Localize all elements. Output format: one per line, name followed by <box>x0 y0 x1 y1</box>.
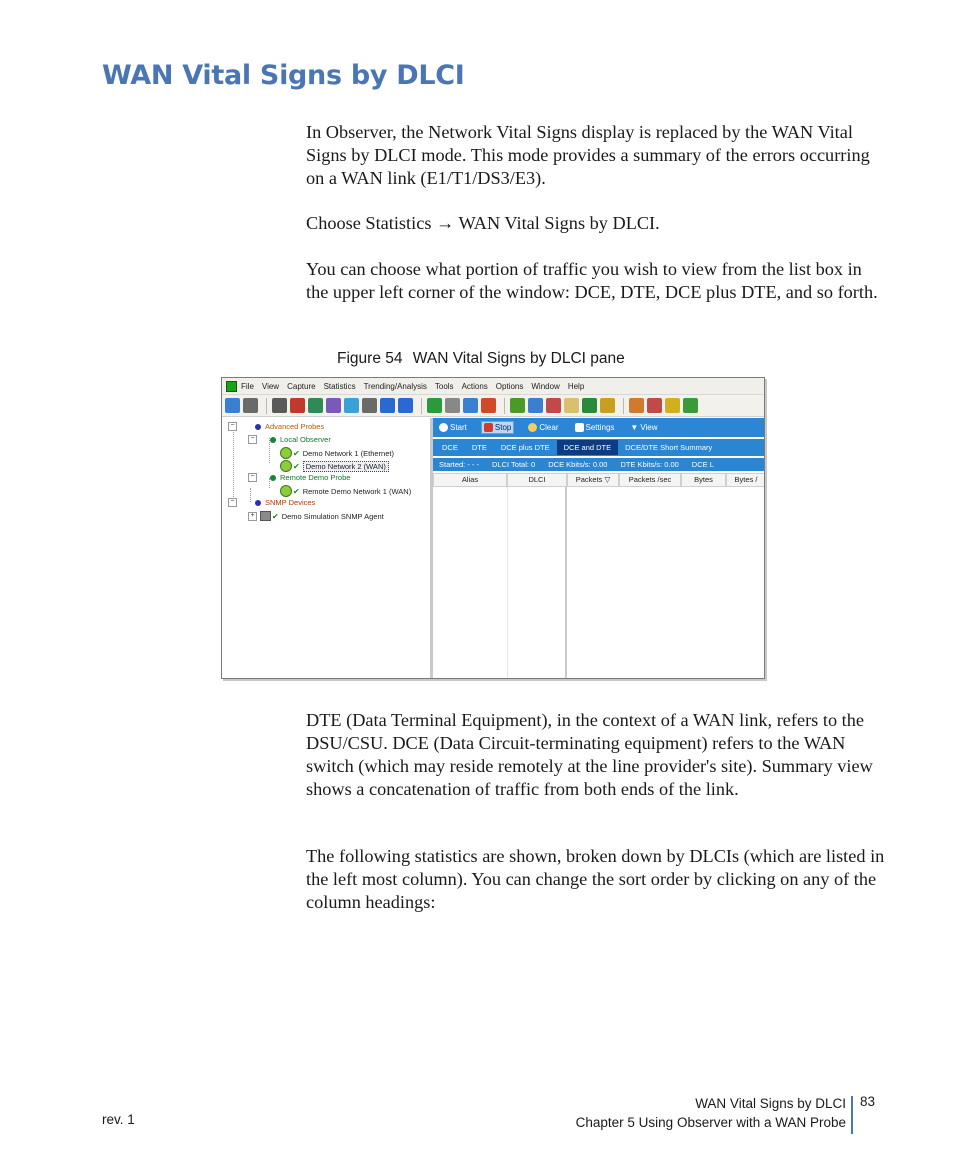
network-probe-icon <box>280 485 292 497</box>
dlci-list[interactable] <box>433 487 567 679</box>
snmp-device-icon <box>260 511 271 521</box>
menu-tools[interactable]: Tools <box>434 381 454 391</box>
toolbar-button-icon[interactable] <box>225 398 240 413</box>
listbox-paragraph: You can choose what portion of traffic you wish to view from the list box in the upper left corner of the window: DCE, DTE, DCE plus DTE, and so forth. <box>306 259 878 302</box>
traffic-tabs <box>433 439 765 456</box>
toolbar-button-icon[interactable] <box>665 398 680 413</box>
toolbar-separator <box>623 398 624 414</box>
toolbar-separator <box>421 398 422 414</box>
dce-kbits-status: DCE Kbits/s: 0.00 <box>548 460 608 469</box>
menu-view[interactable]: View <box>261 381 280 391</box>
dte-kbits-status: DTE Kbits/s: 0.00 <box>620 460 679 469</box>
menu-file[interactable]: File <box>241 381 254 391</box>
tree-node-demo-network-1[interactable] <box>280 447 394 459</box>
menu-trending-analysis[interactable]: Trending/Analysis <box>363 381 427 391</box>
start-label: Start <box>450 423 467 432</box>
command-bar <box>433 418 765 437</box>
tree-node-local-observer[interactable] <box>248 435 331 444</box>
toolbar-button-icon[interactable] <box>290 398 305 413</box>
probe-tree <box>222 418 433 679</box>
footer-running-head <box>576 1094 846 1132</box>
tree-node-remote-demo-probe[interactable] <box>248 473 350 482</box>
view-label: View <box>640 423 658 432</box>
tree-node-demo-network-2[interactable] <box>280 460 389 472</box>
menu-help[interactable]: Help <box>567 381 585 391</box>
toolbar-button-icon[interactable] <box>582 398 597 413</box>
settings-button[interactable] <box>573 422 617 433</box>
statistics-paragraph: The following statistics are shown, broken down by DLCIs (which are listed in the left most column). You can change the sort order by clicking on any of the column headings: <box>306 846 885 912</box>
toolbar-button-icon[interactable] <box>344 398 359 413</box>
toolbar-button-icon[interactable] <box>380 398 395 413</box>
toolbar-separator <box>504 398 505 414</box>
tree-label: Remote Demo Probe <box>280 473 351 482</box>
network-probe-icon <box>280 447 292 459</box>
stop-button[interactable] <box>481 421 514 434</box>
collapse-icon[interactable]: − <box>248 435 257 444</box>
stop-icon <box>484 423 493 432</box>
toolbar-button-icon[interactable] <box>510 398 525 413</box>
page-number: 83 <box>860 1094 876 1109</box>
tab-dce-plus-dte[interactable]: DCE plus DTE <box>500 443 550 452</box>
start-icon <box>439 423 448 432</box>
toolbar-button-icon[interactable] <box>600 398 615 413</box>
probe-group-icon <box>255 424 261 430</box>
view-button[interactable] <box>628 422 659 433</box>
tab-short-summary[interactable]: DCE/DTE Short Summary <box>625 443 713 452</box>
check-icon: ✔ <box>272 511 279 521</box>
footer-divider <box>851 1096 853 1134</box>
tree-label: SNMP Devices <box>265 498 316 507</box>
toolbar-button-icon[interactable] <box>427 398 442 413</box>
start-button[interactable] <box>437 422 469 433</box>
toolbar-button-icon[interactable] <box>272 398 287 413</box>
column-dlci[interactable]: DLCI <box>507 473 567 487</box>
toolbar-button-icon[interactable] <box>528 398 543 413</box>
column-divider <box>507 487 508 679</box>
toolbar-button-icon[interactable] <box>463 398 478 413</box>
dlci-total-status: DLCI Total: 0 <box>492 460 536 469</box>
dte-dce-paragraph: DTE (Data Terminal Equipment), in the context of a WAN link, refers to the DSU/CSU. DCE (Data Circuit-terminating equipment) refers to the WAN switch (which may reside remotely at the line provider's site). Summary view shows a concatenation of traffic from both ends of the link. <box>306 710 873 799</box>
tree-node-demo-snmp-agent[interactable] <box>248 511 384 521</box>
page-title: WAN Vital Signs by DLCI <box>102 60 465 91</box>
collapse-icon[interactable]: − <box>228 422 237 431</box>
toolbar-button-icon[interactable] <box>398 398 413 413</box>
collapse-icon[interactable]: − <box>228 498 237 507</box>
toolbar <box>222 395 764 417</box>
column-alias[interactable]: Alias <box>433 473 507 487</box>
dce-l-status: DCE L <box>691 460 714 469</box>
tab-dte[interactable]: DTE <box>471 443 487 452</box>
column-packets-sec[interactable]: Packets /sec <box>619 473 681 487</box>
probe-icon <box>270 475 276 481</box>
column-headers <box>433 473 765 487</box>
tree-label: Demo Network 1 (Ethernet) <box>302 448 394 458</box>
tree-label: Local Observer <box>280 435 331 444</box>
toolbar-button-icon[interactable] <box>683 398 698 413</box>
toolbar-button-icon[interactable] <box>481 398 496 413</box>
instruction-paragraph: Choose Statistics → WAN Vital Signs by DLCI. <box>306 213 660 233</box>
menu-options[interactable]: Options <box>495 381 524 391</box>
tree-label: Demo Network 2 (WAN) <box>303 461 389 472</box>
expand-icon[interactable]: + <box>248 512 257 521</box>
toolbar-button-icon[interactable] <box>362 398 377 413</box>
tree-node-remote-demo-network[interactable] <box>280 485 411 497</box>
settings-icon <box>575 423 584 432</box>
menu-bar <box>222 378 764 395</box>
toolbar-separator <box>266 398 267 414</box>
probe-icon <box>270 437 276 443</box>
menu-actions[interactable]: Actions <box>461 381 488 391</box>
toolbar-button-icon[interactable] <box>243 398 258 413</box>
toolbar-button-icon[interactable] <box>564 398 579 413</box>
toolbar-button-icon[interactable] <box>445 398 460 413</box>
figure-number: Figure 54 <box>337 350 403 367</box>
check-icon: ✔ <box>293 486 300 496</box>
view-dropdown-icon: ▼ <box>630 423 639 432</box>
network-probe-icon <box>280 460 292 472</box>
column-bytes[interactable]: Bytes <box>681 473 726 487</box>
menu-window[interactable]: Window <box>531 381 560 391</box>
column-packets[interactable]: Packets ▽ <box>567 473 619 487</box>
started-status: Started: - - - <box>439 460 480 469</box>
figure-caption <box>337 350 625 368</box>
toolbar-button-icon[interactable] <box>326 398 341 413</box>
clear-icon <box>528 423 537 432</box>
toolbar-button-icon[interactable] <box>308 398 323 413</box>
toolbar-button-icon[interactable] <box>647 398 662 413</box>
check-icon: ✔ <box>293 448 300 458</box>
wan-vital-signs-screenshot <box>221 377 765 679</box>
stop-label: Stop <box>494 423 512 432</box>
settings-label: Settings <box>585 423 615 432</box>
observer-app-icon <box>226 381 237 392</box>
tree-node-advanced-probes[interactable] <box>228 422 324 431</box>
tree-label: Remote Demo Network 1 (WAN) <box>302 486 412 496</box>
figure-caption-text: WAN Vital Signs by DLCI pane <box>412 350 625 367</box>
vital-signs-pane <box>433 418 765 679</box>
status-bar <box>433 458 765 471</box>
toolbar-button-icon[interactable] <box>629 398 644 413</box>
check-icon: ✔ <box>293 461 300 471</box>
snmp-group-icon <box>255 500 261 506</box>
column-bytes-sec[interactable]: Bytes / <box>726 473 765 487</box>
tree-node-snmp-devices[interactable] <box>228 498 315 507</box>
clear-button[interactable] <box>526 422 560 433</box>
footer-chapter: Chapter 5 Using Observer with a WAN Probe <box>575 1115 846 1130</box>
tab-dce[interactable]: DCE <box>442 443 458 452</box>
tab-dce-and-dte[interactable]: DCE and DTE <box>557 440 619 455</box>
toolbar-button-icon[interactable] <box>546 398 561 413</box>
revision-label: rev. 1 <box>102 1112 135 1127</box>
tree-label: Advanced Probes <box>265 422 325 431</box>
footer-section: WAN Vital Signs by DLCI <box>695 1096 846 1111</box>
intro-paragraph: In Observer, the Network Vital Signs display is replaced by the WAN Vital Signs by DLCI mode. This mode provides a summary of the errors occurring on a WAN link (E1/T1/DS3/E3). <box>306 122 870 188</box>
tree-label: Demo Simulation SNMP Agent <box>281 511 384 521</box>
collapse-icon[interactable]: − <box>248 473 257 482</box>
menu-statistics[interactable]: Statistics <box>323 381 356 391</box>
clear-label: Clear <box>539 423 559 432</box>
menu-capture[interactable]: Capture <box>287 381 316 391</box>
